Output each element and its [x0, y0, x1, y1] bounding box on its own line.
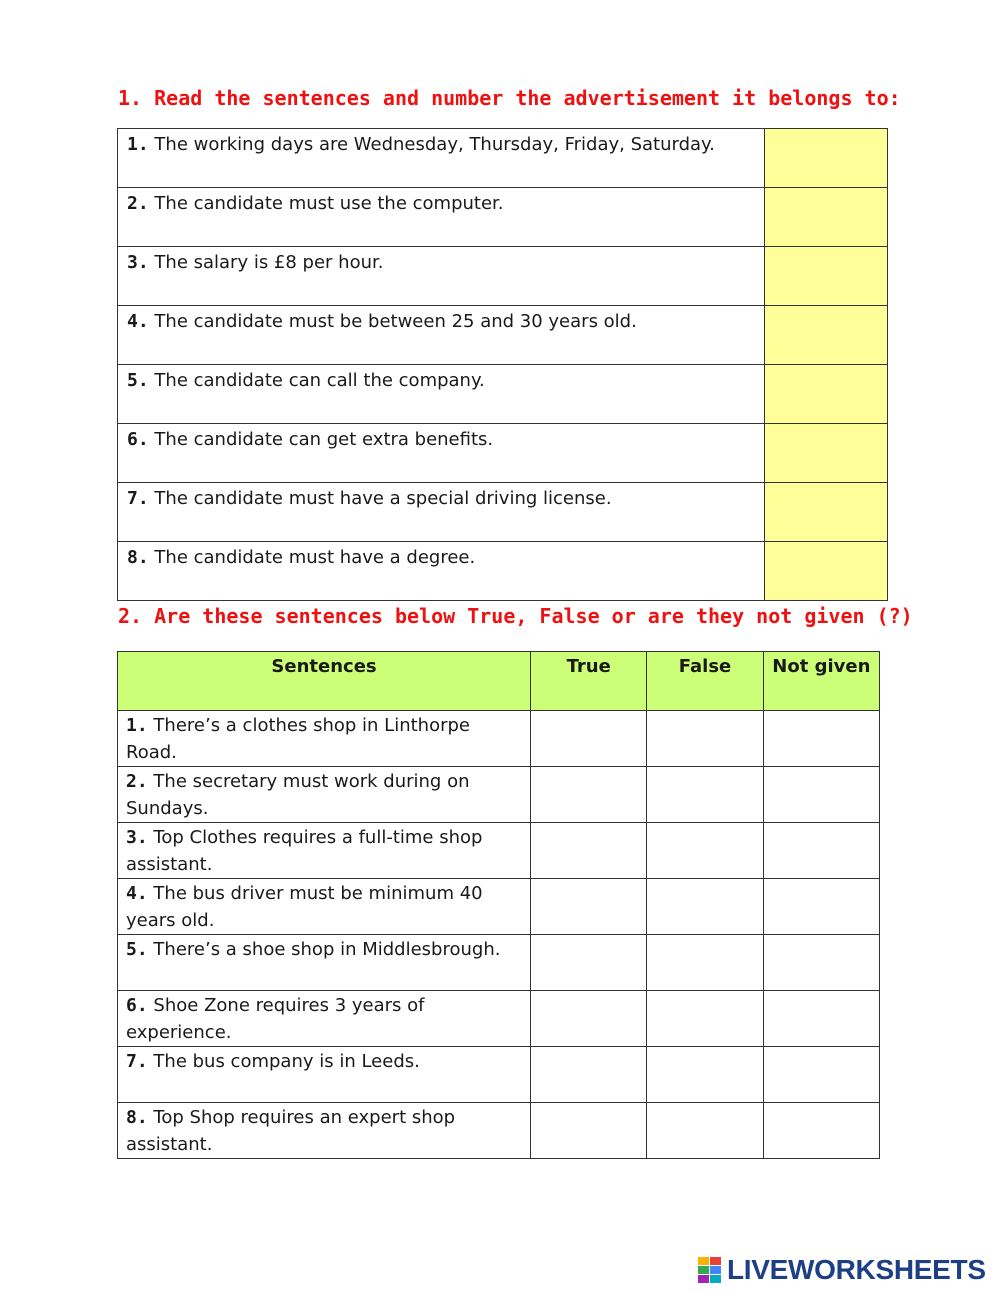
logo-block [698, 1275, 709, 1283]
item-number: 2. [126, 771, 148, 792]
not-given-answer-cell[interactable] [763, 711, 879, 767]
false-answer-cell[interactable] [647, 711, 763, 767]
sentence-cell [118, 424, 765, 483]
table-row [118, 991, 880, 1047]
not-given-answer-cell[interactable] [763, 1103, 879, 1159]
sentence-cell [118, 129, 765, 188]
section2-heading: 2. Are these sentences below True, False or are they not given (?) [118, 604, 913, 628]
answer-box[interactable] [765, 542, 888, 601]
logo-block [698, 1266, 709, 1274]
table-header-row [118, 652, 880, 711]
true-answer-cell[interactable] [531, 767, 647, 823]
section1-heading: 1. Read the sentences and number the advertisement it belongs to: [118, 86, 901, 110]
sentence-text: The candidate must be between 25 and 30 years old. [154, 311, 637, 332]
item-number: 2. [127, 193, 149, 214]
false-answer-cell[interactable] [647, 935, 763, 991]
sentence-cell [118, 711, 531, 767]
sentence-cell [118, 935, 531, 991]
false-answer-cell[interactable] [647, 1047, 763, 1103]
column-header-not-given: Not given [763, 652, 879, 711]
logo-block [710, 1275, 721, 1283]
column-header-sentences: Sentences [118, 652, 531, 711]
false-answer-cell[interactable] [647, 823, 763, 879]
not-given-answer-cell[interactable] [763, 991, 879, 1047]
answer-box[interactable] [765, 188, 888, 247]
true-false-table [117, 651, 880, 1159]
table-row [118, 188, 888, 247]
table-row [118, 767, 880, 823]
logo-text: LIVEWORKSHEETS [727, 1254, 986, 1285]
sentence-cell [118, 991, 531, 1047]
sentence-text: The candidate must have a special driving license. [154, 488, 612, 509]
false-answer-cell[interactable] [647, 991, 763, 1047]
sentence-cell [118, 1047, 531, 1103]
table-row [118, 711, 880, 767]
table-row [118, 483, 888, 542]
answer-box[interactable] [765, 129, 888, 188]
liveworksheets-blocks-icon [698, 1257, 721, 1283]
sentence-text: The secretary must work during on Sundays. [126, 771, 470, 819]
item-number: 6. [127, 429, 149, 450]
sentence-text: Shoe Zone requires 3 years of experience. [126, 995, 425, 1043]
table-row [118, 1047, 880, 1103]
item-number: 5. [127, 370, 149, 391]
sentence-cell [118, 879, 531, 935]
item-number: 7. [126, 1051, 148, 1072]
table-row [118, 542, 888, 601]
sentence-cell [118, 365, 765, 424]
liveworksheets-logo [698, 1254, 986, 1286]
sentence-text: Top Shop requires an expert shop assistant. [126, 1107, 456, 1155]
logo-block [710, 1266, 721, 1274]
answer-box[interactable] [765, 247, 888, 306]
sentence-cell [118, 1103, 531, 1159]
item-number: 4. [126, 883, 148, 904]
sentence-text: The candidate must have a degree. [154, 547, 476, 568]
sentence-text: The working days are Wednesday, Thursday, Friday, Saturday. [154, 134, 715, 155]
true-answer-cell[interactable] [531, 1103, 647, 1159]
item-number: 8. [126, 1107, 148, 1128]
table-row [118, 306, 888, 365]
not-given-answer-cell[interactable] [763, 935, 879, 991]
table-row [118, 365, 888, 424]
logo-block [710, 1257, 721, 1265]
false-answer-cell[interactable] [647, 879, 763, 935]
false-answer-cell[interactable] [647, 767, 763, 823]
sentence-text: The candidate can get extra benefits. [154, 429, 494, 450]
sentence-text: The bus driver must be minimum 40 years old. [126, 883, 483, 931]
item-number: 1. [127, 134, 149, 155]
sentence-text: The bus company is in Leeds. [153, 1051, 420, 1072]
item-number: 3. [127, 252, 149, 273]
sentence-text: The salary is £8 per hour. [154, 252, 384, 273]
table-row [118, 1103, 880, 1159]
answer-box[interactable] [765, 483, 888, 542]
table-row [118, 879, 880, 935]
item-number: 5. [126, 939, 148, 960]
answer-box[interactable] [765, 365, 888, 424]
item-number: 8. [127, 547, 149, 568]
sentence-cell [118, 247, 765, 306]
column-header-true: True [531, 652, 647, 711]
table-row [118, 129, 888, 188]
true-answer-cell[interactable] [531, 823, 647, 879]
true-answer-cell[interactable] [531, 711, 647, 767]
not-given-answer-cell[interactable] [763, 823, 879, 879]
sentence-cell [118, 188, 765, 247]
item-number: 1. [126, 715, 148, 736]
true-answer-cell[interactable] [531, 935, 647, 991]
true-answer-cell[interactable] [531, 1047, 647, 1103]
table-row [118, 935, 880, 991]
sentence-cell [118, 306, 765, 365]
table-row [118, 424, 888, 483]
not-given-answer-cell[interactable] [763, 879, 879, 935]
answer-box[interactable] [765, 306, 888, 365]
true-answer-cell[interactable] [531, 991, 647, 1047]
item-number: 3. [126, 827, 148, 848]
item-number: 6. [126, 995, 148, 1016]
matching-table [117, 128, 888, 601]
not-given-answer-cell[interactable] [763, 1047, 879, 1103]
sentence-text: The candidate can call the company. [154, 370, 485, 391]
true-answer-cell[interactable] [531, 879, 647, 935]
false-answer-cell[interactable] [647, 1103, 763, 1159]
sentence-cell [118, 823, 531, 879]
sentence-cell [118, 483, 765, 542]
logo-block [698, 1257, 709, 1265]
sentence-text: There’s a clothes shop in Linthorpe Road. [126, 715, 470, 763]
sentence-text: There’s a shoe shop in Middlesbrough. [153, 939, 501, 960]
sentence-cell [118, 542, 765, 601]
table-row [118, 823, 880, 879]
table-row [118, 247, 888, 306]
sentence-cell [118, 767, 531, 823]
item-number: 4. [127, 311, 149, 332]
item-number: 7. [127, 488, 149, 509]
sentence-text: The candidate must use the computer. [154, 193, 504, 214]
answer-box[interactable] [765, 424, 888, 483]
not-given-answer-cell[interactable] [763, 767, 879, 823]
sentence-text: Top Clothes requires a full-time shop assistant. [126, 827, 483, 875]
column-header-false: False [647, 652, 763, 711]
